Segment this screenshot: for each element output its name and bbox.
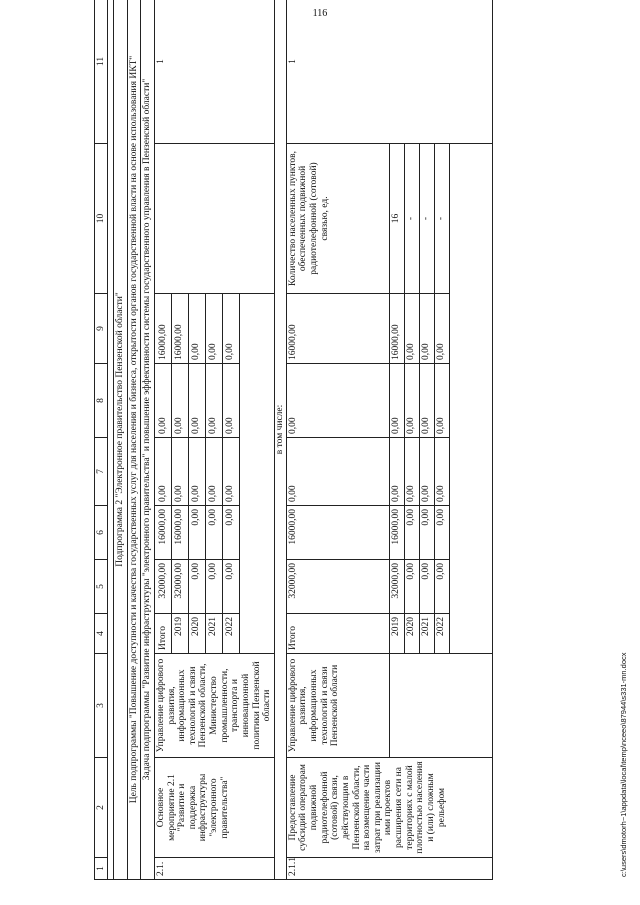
value-cell: 0,00	[205, 294, 222, 364]
value-cell: 16000,00	[389, 506, 404, 560]
value-cell: 0,00	[188, 506, 205, 560]
file-path: c:\users\dmotorh~1\appdata\local\temp\nceeo\87944\s331-mn.docx	[619, 652, 628, 877]
year-cell: 2022	[222, 614, 239, 654]
value-cell: 16000,00	[389, 294, 404, 364]
year-cell: 2019	[171, 614, 188, 654]
rotated-page	[94, 30, 628, 880]
value-cell: 16000,00	[154, 506, 171, 560]
goal-row	[127, 0, 141, 880]
empty-cell	[449, 144, 492, 654]
measure-name: Предоставление субсидий операторам подвижной радиотелефонной (сотовой) связи, действующим в Пензенской области, на возмещение части затрат при реализации ими проектов расширения сети на территориях с малой плотностью населения и (или) сложным рельефом	[286, 758, 492, 858]
subprogram-task: Задача подпрограммы "Развитие инфраструктуры "электронного правительства" и повышение эффективности системы государственного управления в Пензенской области"	[141, 0, 155, 880]
value-cell: 16000,00	[171, 506, 188, 560]
value-cell: 0,00	[419, 294, 434, 364]
value-cell: 0,00	[222, 506, 239, 560]
value-cell: 0,00	[404, 294, 419, 364]
subprogram-row	[114, 0, 128, 880]
value-cell: 0,00	[188, 294, 205, 364]
value-cell: 0,00	[222, 560, 239, 614]
executor: Управление цифрового развития, информационных технологий и связи Пензенской области	[286, 654, 389, 758]
year-cell: Итого	[286, 614, 389, 654]
subprogram-title: Подпрограмма 2 "Электронное правительство Пензенской области"	[114, 0, 128, 880]
indicator-cell: Количество населенных пунктов, обеспеченных подвижной радиотелефонной (сотовой) связью, ед.	[286, 144, 389, 294]
value-cell: 0,00	[389, 438, 404, 506]
row-number: 2.1.1	[286, 858, 492, 880]
year-cell: 2022	[434, 614, 449, 654]
col-number: 5	[95, 560, 108, 614]
col-number: 9	[95, 294, 108, 364]
value-cell: 0,00	[188, 560, 205, 614]
value-cell: 0,00	[222, 294, 239, 364]
value-cell: 0,00	[188, 364, 205, 438]
row-number: 2.1.	[154, 858, 274, 880]
col-number: 3	[95, 654, 108, 758]
value-cell: 16000,00	[171, 294, 188, 364]
executor: Управление цифрового развития, информационных технологий и связи Пензенской области, Министерство промышленности, транспорта и инновационной политики Пензенской области	[154, 654, 274, 758]
value-cell: 0,00	[419, 506, 434, 560]
value-cell: 0,00	[404, 506, 419, 560]
year-cell: 2020	[404, 614, 419, 654]
year-cell: 2020	[188, 614, 205, 654]
value-cell: 32000,00	[171, 560, 188, 614]
page-number: 116	[312, 8, 328, 19]
col-number: 7	[95, 438, 108, 506]
in-that-number: в том числе:	[274, 0, 286, 880]
col11-cell: 1	[286, 0, 492, 144]
value-cell: 0,00	[222, 364, 239, 438]
col-number: 10	[95, 144, 108, 294]
measure-name: Основное мероприятие 2.1 "Развитие и поддержка инфраструктуры "электронного правительства"	[154, 758, 274, 858]
value-cell: 0,00	[205, 438, 222, 506]
value-cell: 0,00	[188, 438, 205, 506]
col-number: 1	[95, 858, 108, 880]
table-row-2-1-1	[286, 0, 389, 880]
col-number: 4	[95, 614, 108, 654]
value-cell: 16000,00	[286, 506, 389, 560]
value-cell: 0,00	[434, 294, 449, 364]
value-cell: 0,00	[434, 506, 449, 560]
col-number: 2	[95, 758, 108, 858]
value-cell: 16000,00	[154, 294, 171, 364]
value-cell: 0,00	[404, 560, 419, 614]
indicator-cell	[154, 144, 274, 294]
year-cell: 2019	[389, 614, 404, 654]
value-cell: 0,00	[434, 438, 449, 506]
value-cell: 0,00	[154, 438, 171, 506]
value-cell: 32000,00	[154, 560, 171, 614]
indicator-value: -	[434, 144, 449, 294]
value-cell: 0,00	[222, 438, 239, 506]
value-cell: 32000,00	[286, 560, 389, 614]
year-cell: Итого	[154, 614, 171, 654]
year-cell: 2021	[419, 614, 434, 654]
indicator-value: -	[404, 144, 419, 294]
col-number: 8	[95, 364, 108, 438]
program-table	[94, 0, 493, 880]
empty-cell	[239, 294, 274, 654]
value-cell: 0,00	[404, 438, 419, 506]
value-cell: 0,00	[286, 364, 389, 438]
col11-cell: 1	[154, 0, 274, 144]
value-cell: 0,00	[205, 364, 222, 438]
value-cell: 32000,00	[389, 560, 404, 614]
value-cell: 0,00	[389, 364, 404, 438]
value-cell: 0,00	[419, 364, 434, 438]
in-that-number-row	[274, 0, 286, 880]
value-cell: 0,00	[205, 506, 222, 560]
empty-cell	[389, 654, 492, 758]
value-cell: 0,00	[434, 560, 449, 614]
value-cell: 0,00	[154, 364, 171, 438]
value-cell: 0,00	[419, 438, 434, 506]
col-number: 6	[95, 506, 108, 560]
value-cell: 16000,00	[286, 294, 389, 364]
task-row	[141, 0, 155, 880]
value-cell: 0,00	[205, 560, 222, 614]
value-cell: 0,00	[434, 364, 449, 438]
value-cell: 0,00	[171, 364, 188, 438]
value-cell: 0,00	[171, 438, 188, 506]
column-numbers-row	[95, 0, 108, 880]
indicator-value: -	[419, 144, 434, 294]
table-row-2-1	[154, 0, 171, 880]
value-cell: 0,00	[419, 560, 434, 614]
value-cell: 0,00	[286, 438, 389, 506]
year-cell: 2021	[205, 614, 222, 654]
indicator-value: 16	[389, 144, 404, 294]
col-number: 11	[95, 0, 108, 144]
subprogram-goal: Цель подпрограммы "Повышение доступности и качества государственных услуг для населения и бизнеса, открытости органов государственной власти на основе использования ИКТ"	[127, 0, 141, 880]
value-cell: 0,00	[404, 364, 419, 438]
